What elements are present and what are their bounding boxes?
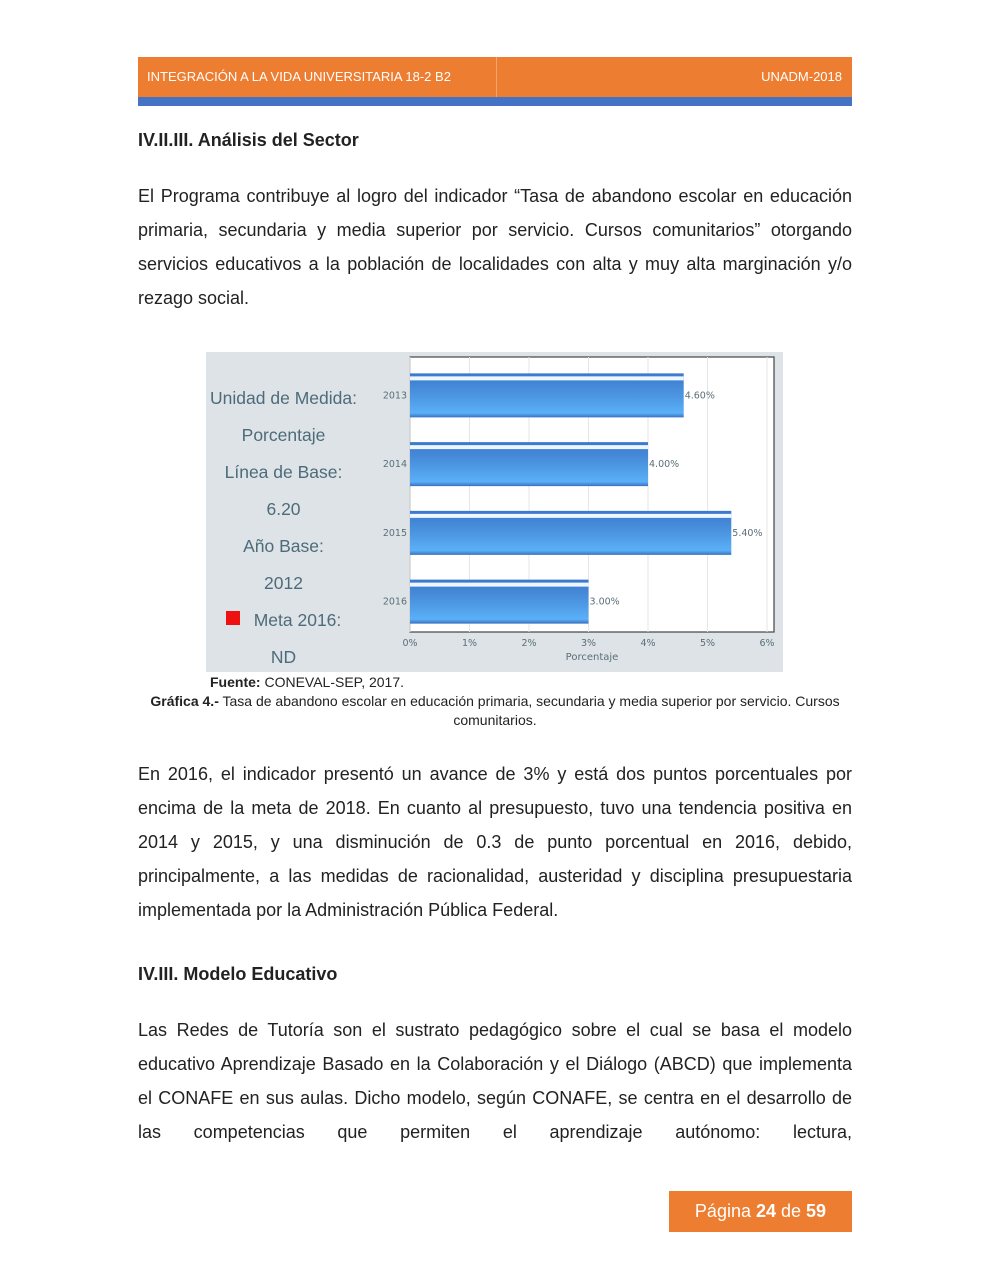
x-tick-label: 4% xyxy=(640,638,656,649)
header-course-title: INTEGRACIÓN A LA VIDA UNIVERSITARIA 18-2 B2 xyxy=(147,69,451,84)
page-number xyxy=(669,1191,852,1232)
caption-label: Gráfica 4.- xyxy=(150,693,219,709)
header-institution: UNADM-2018 xyxy=(761,69,842,84)
source-label: Fuente: xyxy=(210,674,261,690)
data-label: 4.60% xyxy=(684,390,715,402)
header-accent-bar xyxy=(138,97,852,106)
data-label: 3.00% xyxy=(589,596,620,608)
page-prefix: Página xyxy=(694,1201,756,1221)
source-text: CONEVAL-SEP, 2017. xyxy=(260,674,405,690)
bar-highlight xyxy=(410,445,648,449)
bar-highlight xyxy=(410,376,684,380)
chart-source xyxy=(210,674,404,690)
data-label: 5.40% xyxy=(732,527,763,539)
current-page: 24 xyxy=(755,1201,777,1221)
data-label: 4.00% xyxy=(649,459,680,471)
bar-highlight xyxy=(410,583,589,587)
unit-value: Porcentaje xyxy=(241,425,326,445)
y-tick-label: 2013 xyxy=(382,390,407,402)
paragraph: Las Redes de Tutoría son el sustrato pedagógico sobre el cual se basa el modelo educativo Aprendizaje Basado en la Colaboración y el Diálogo (ABCD) que implementa el CONAFE en sus aulas. Dicho modelo, según CONAFE, se centra en el desarrollo de las competencias que permiten el aprendizaje autónomo: lectura, xyxy=(138,1020,852,1142)
caption-text: Tasa de abandono escolar en educación primaria, secundaria y media superior por servicio. Cursos comunitarios. xyxy=(218,693,840,728)
unit-label: Unidad de Medida: xyxy=(210,388,357,408)
page-of: de xyxy=(776,1201,807,1221)
x-tick-label: 3% xyxy=(580,638,597,649)
y-tick-label: 2014 xyxy=(382,459,407,471)
bar-chart xyxy=(206,352,783,672)
goal-label: Meta 2016: xyxy=(253,610,342,630)
x-tick-label: 5% xyxy=(699,638,716,649)
goal-value: ND xyxy=(270,647,297,667)
chart-caption xyxy=(140,692,850,730)
x-tick-label: 1% xyxy=(461,638,478,649)
x-tick-label: 2% xyxy=(521,638,537,649)
x-axis-label: Porcentaje xyxy=(565,652,619,663)
x-tick-label: 6% xyxy=(759,638,775,649)
bar-highlight xyxy=(410,514,731,518)
page-header xyxy=(138,57,852,97)
baseline-value: 6.20 xyxy=(266,499,301,519)
section-heading: IV.III. Modelo Educativo xyxy=(138,964,338,984)
x-tick-label: 0% xyxy=(402,638,418,649)
paragraph: El Programa contribuye al logro del indicador “Tasa de abandono escolar en educación primaria, secundaria y media superior por servicio. Cursos comunitarios” otorgando servicios educativos a la población de localidades con alta y muy alta marginación y/o rezago social. xyxy=(138,186,852,308)
total-pages: 59 xyxy=(806,1201,827,1221)
baseline-label: Línea de Base: xyxy=(224,462,343,482)
section-heading: IV.II.III. Análisis del Sector xyxy=(138,130,359,150)
base-year-label: Año Base: xyxy=(243,536,324,556)
y-tick-label: 2016 xyxy=(382,596,407,608)
indicator-chart xyxy=(206,352,783,672)
y-tick-label: 2015 xyxy=(382,527,407,539)
paragraph: En 2016, el indicador presentó un avance de 3% y está dos puntos porcentuales por encima de la meta de 2018. En cuanto al presupuesto, tuvo una tendencia positiva en 2014 y 2015, y una disminución de 0.3 de punto porcentual en 2016, debido, principalmente, a las medidas de racionalidad, austeridad y disciplina presupuestaria implementada por la Administración Pública Federal. xyxy=(138,764,852,920)
base-year-value: 2012 xyxy=(264,573,303,593)
